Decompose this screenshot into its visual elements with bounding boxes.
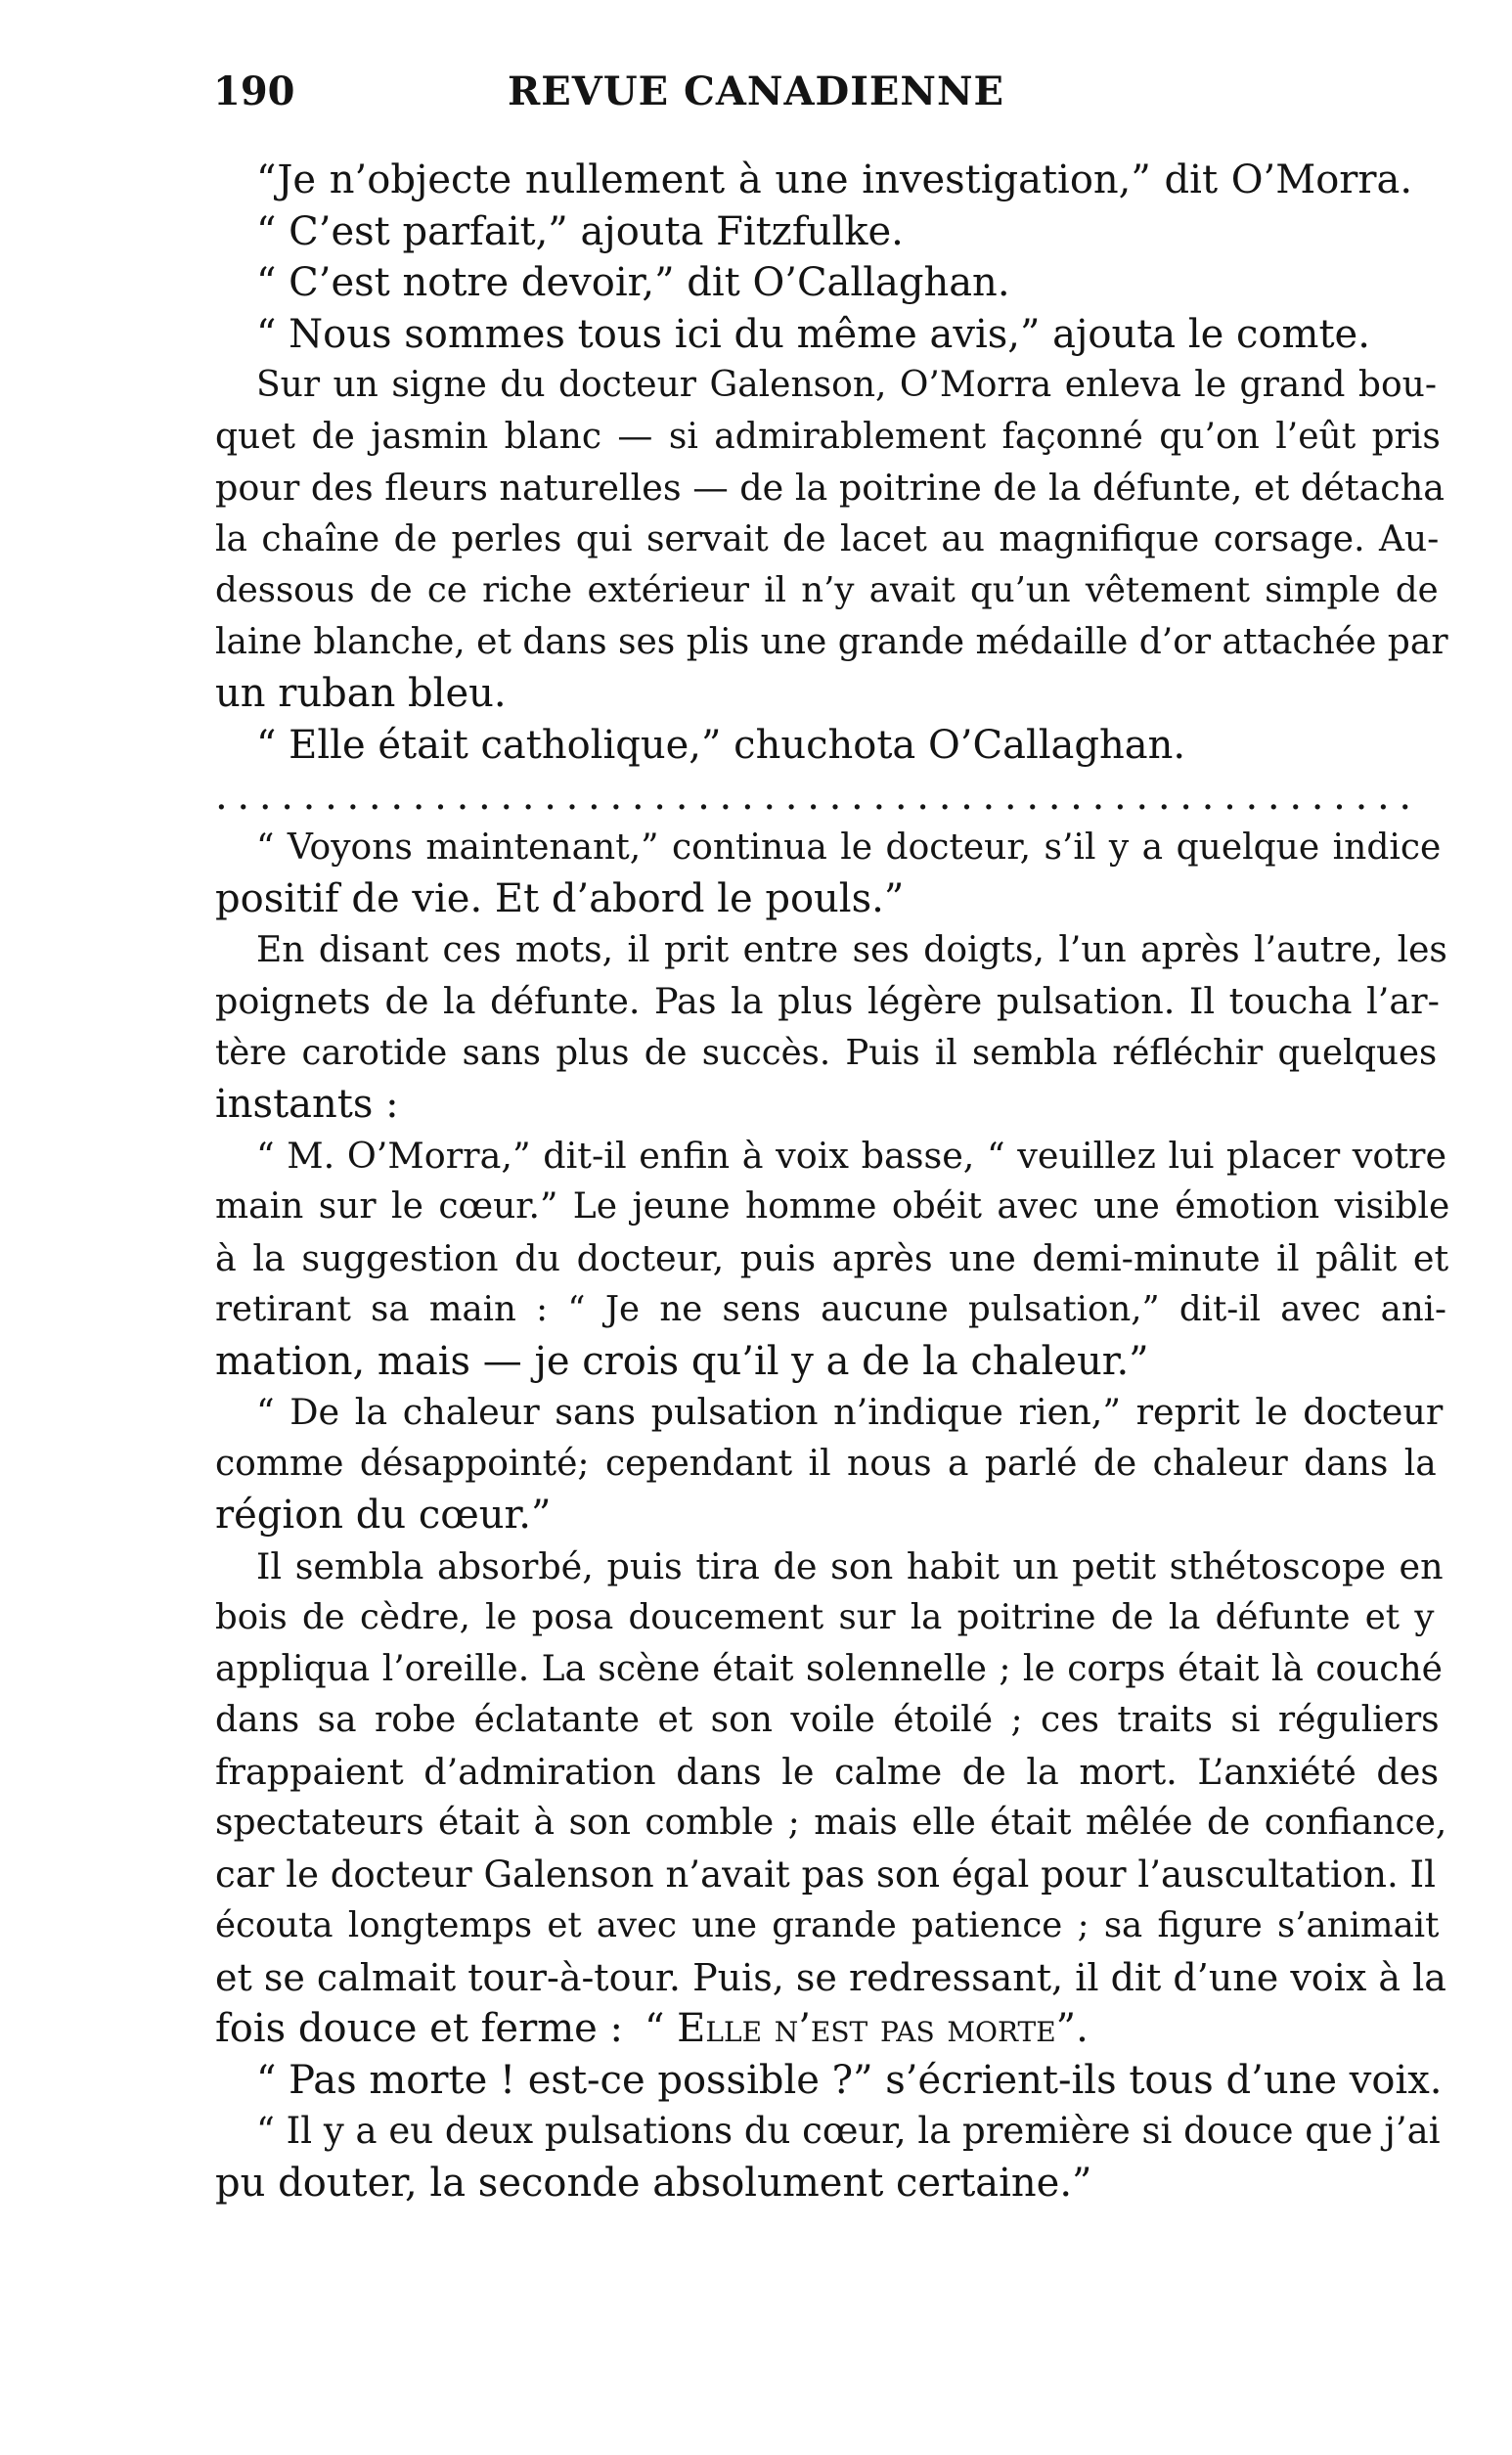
text-line: “ C’est parfait,” ajouta Fitzfulke. <box>256 208 904 254</box>
text-line: positif de vie. Et d’abord le pouls.” <box>215 876 905 921</box>
body-text <box>215 155 1449 2209</box>
text-line: En disant ces mots, il prit entre ses doigts, l’un après l’autre, les <box>256 929 1447 970</box>
text-line: et se calmait tour-à-tour. Puis, se redressant, il dit d’une voix à la <box>215 1955 1446 1999</box>
text-line: tère carotide sans plus de succès. Puis il sembla réfléchir quelques <box>215 1032 1438 1073</box>
text-line: dans sa robe éclatante et son voile étoilé ; ces traits si réguliers <box>215 1700 1440 1740</box>
text-line: “ Pas morte ! est-ce possible ?” s’écrient-ils tous d’une voix. <box>256 2057 1443 2103</box>
text-line: car le docteur Galenson n’avait pas son égal pour l’auscultation. Il <box>215 1852 1436 1896</box>
text-line: écouta longtemps et avec une grande patience ; sa figure s’animait <box>215 1905 1440 1945</box>
running-title: REVUE CANADIENNE <box>507 68 1005 114</box>
text-line: poignets de la défunte. Pas la plus légère pulsation. Il toucha l’ar- <box>215 980 1440 1022</box>
text-line: dessous de ce riche extérieur il n’y avait qu’un vêtement simple de <box>215 570 1439 610</box>
text-line: “ C’est notre devoir,” dit O’Callaghan. <box>256 260 1010 305</box>
text-line: “ M. O’Morra,” dit-il enfin à voix basse, “ veuillez lui placer votre <box>256 1134 1447 1177</box>
text-line: “ De la chaleur sans pulsation n’indique rien,” reprit le docteur <box>256 1391 1444 1433</box>
closing-pronouncement: “ Elle n’est pas morte”. <box>645 2006 1089 2051</box>
text-line: retirant sa main : “ Je ne sens aucune pulsation,” dit-il avec ani- <box>215 1289 1447 1329</box>
text-line: comme désappointé; cependant il nous a parlé de chaleur dans la <box>215 1443 1437 1484</box>
text-line: bois de cèdre, le posa doucement sur la poitrine de la défunte et y <box>215 1597 1435 1637</box>
text-line: pour des fleurs naturelles — de la poitrine de la défunte, et détacha <box>215 467 1445 509</box>
dot-leader: ....................................................... <box>215 774 1421 819</box>
text-line: main sur le cœur.” Le jeune homme obéit avec une émotion visible <box>215 1186 1450 1227</box>
text-line: appliqua l’oreille. La scène était solennelle ; le corps était là couché <box>215 1648 1443 1689</box>
text-line <box>215 2003 1449 2055</box>
text-line: “ Voyons maintenant,” continua le docteur, s’il y a quelque indice <box>256 826 1442 868</box>
text-line: pu douter, la seconde absolument certaine.” <box>215 2160 1092 2206</box>
page-number: 190 <box>213 68 295 114</box>
text-line: spectateurs était à son comble ; mais elle était mêlée de confiance, <box>215 1803 1447 1843</box>
text-line-start: fois douce et ferme : <box>215 2006 624 2051</box>
text-line: laine blanche, et dans ses plis une grande médaille d’or attachée par <box>215 621 1448 662</box>
text-line: Sur un signe du docteur Galenson, O’Morra enleva le grand bou- <box>256 365 1437 405</box>
text-line: “ Il y a eu deux pulsations du cœur, la première si douce que j’ai <box>256 2110 1441 2152</box>
text-line: à la suggestion du docteur, puis après une demi-minute il pâlit et <box>215 1236 1449 1279</box>
text-line: “ Nous sommes tous ici du même avis,” ajouta le comte. <box>256 311 1370 357</box>
text-line: “Je n’objecte nullement à une investigation,” dit O’Morra. <box>256 157 1413 202</box>
text-line: frappaient d’admiration dans le calme de la mort. L’anxiété des <box>215 1750 1440 1793</box>
text-line: la chaîne de perles qui servait de lacet au magnifique corsage. Au- <box>215 518 1440 559</box>
text-line: un ruban bleu. <box>215 671 507 716</box>
text-line: Il sembla absorbé, puis tira de son habit un petit sthétoscope en <box>256 1544 1444 1587</box>
text-line: mation, mais — je crois qu’il y a de la chaleur.” <box>215 1338 1149 1384</box>
text-line: quet de jasmin blanc — si admirablement façonné qu’on l’eût pris <box>215 416 1441 457</box>
text-line: “ Elle était catholique,” chuchota O’Callaghan. <box>256 722 1186 768</box>
text-line: région du cœur.” <box>215 1493 552 1538</box>
text-line: instants : <box>215 1082 399 1127</box>
